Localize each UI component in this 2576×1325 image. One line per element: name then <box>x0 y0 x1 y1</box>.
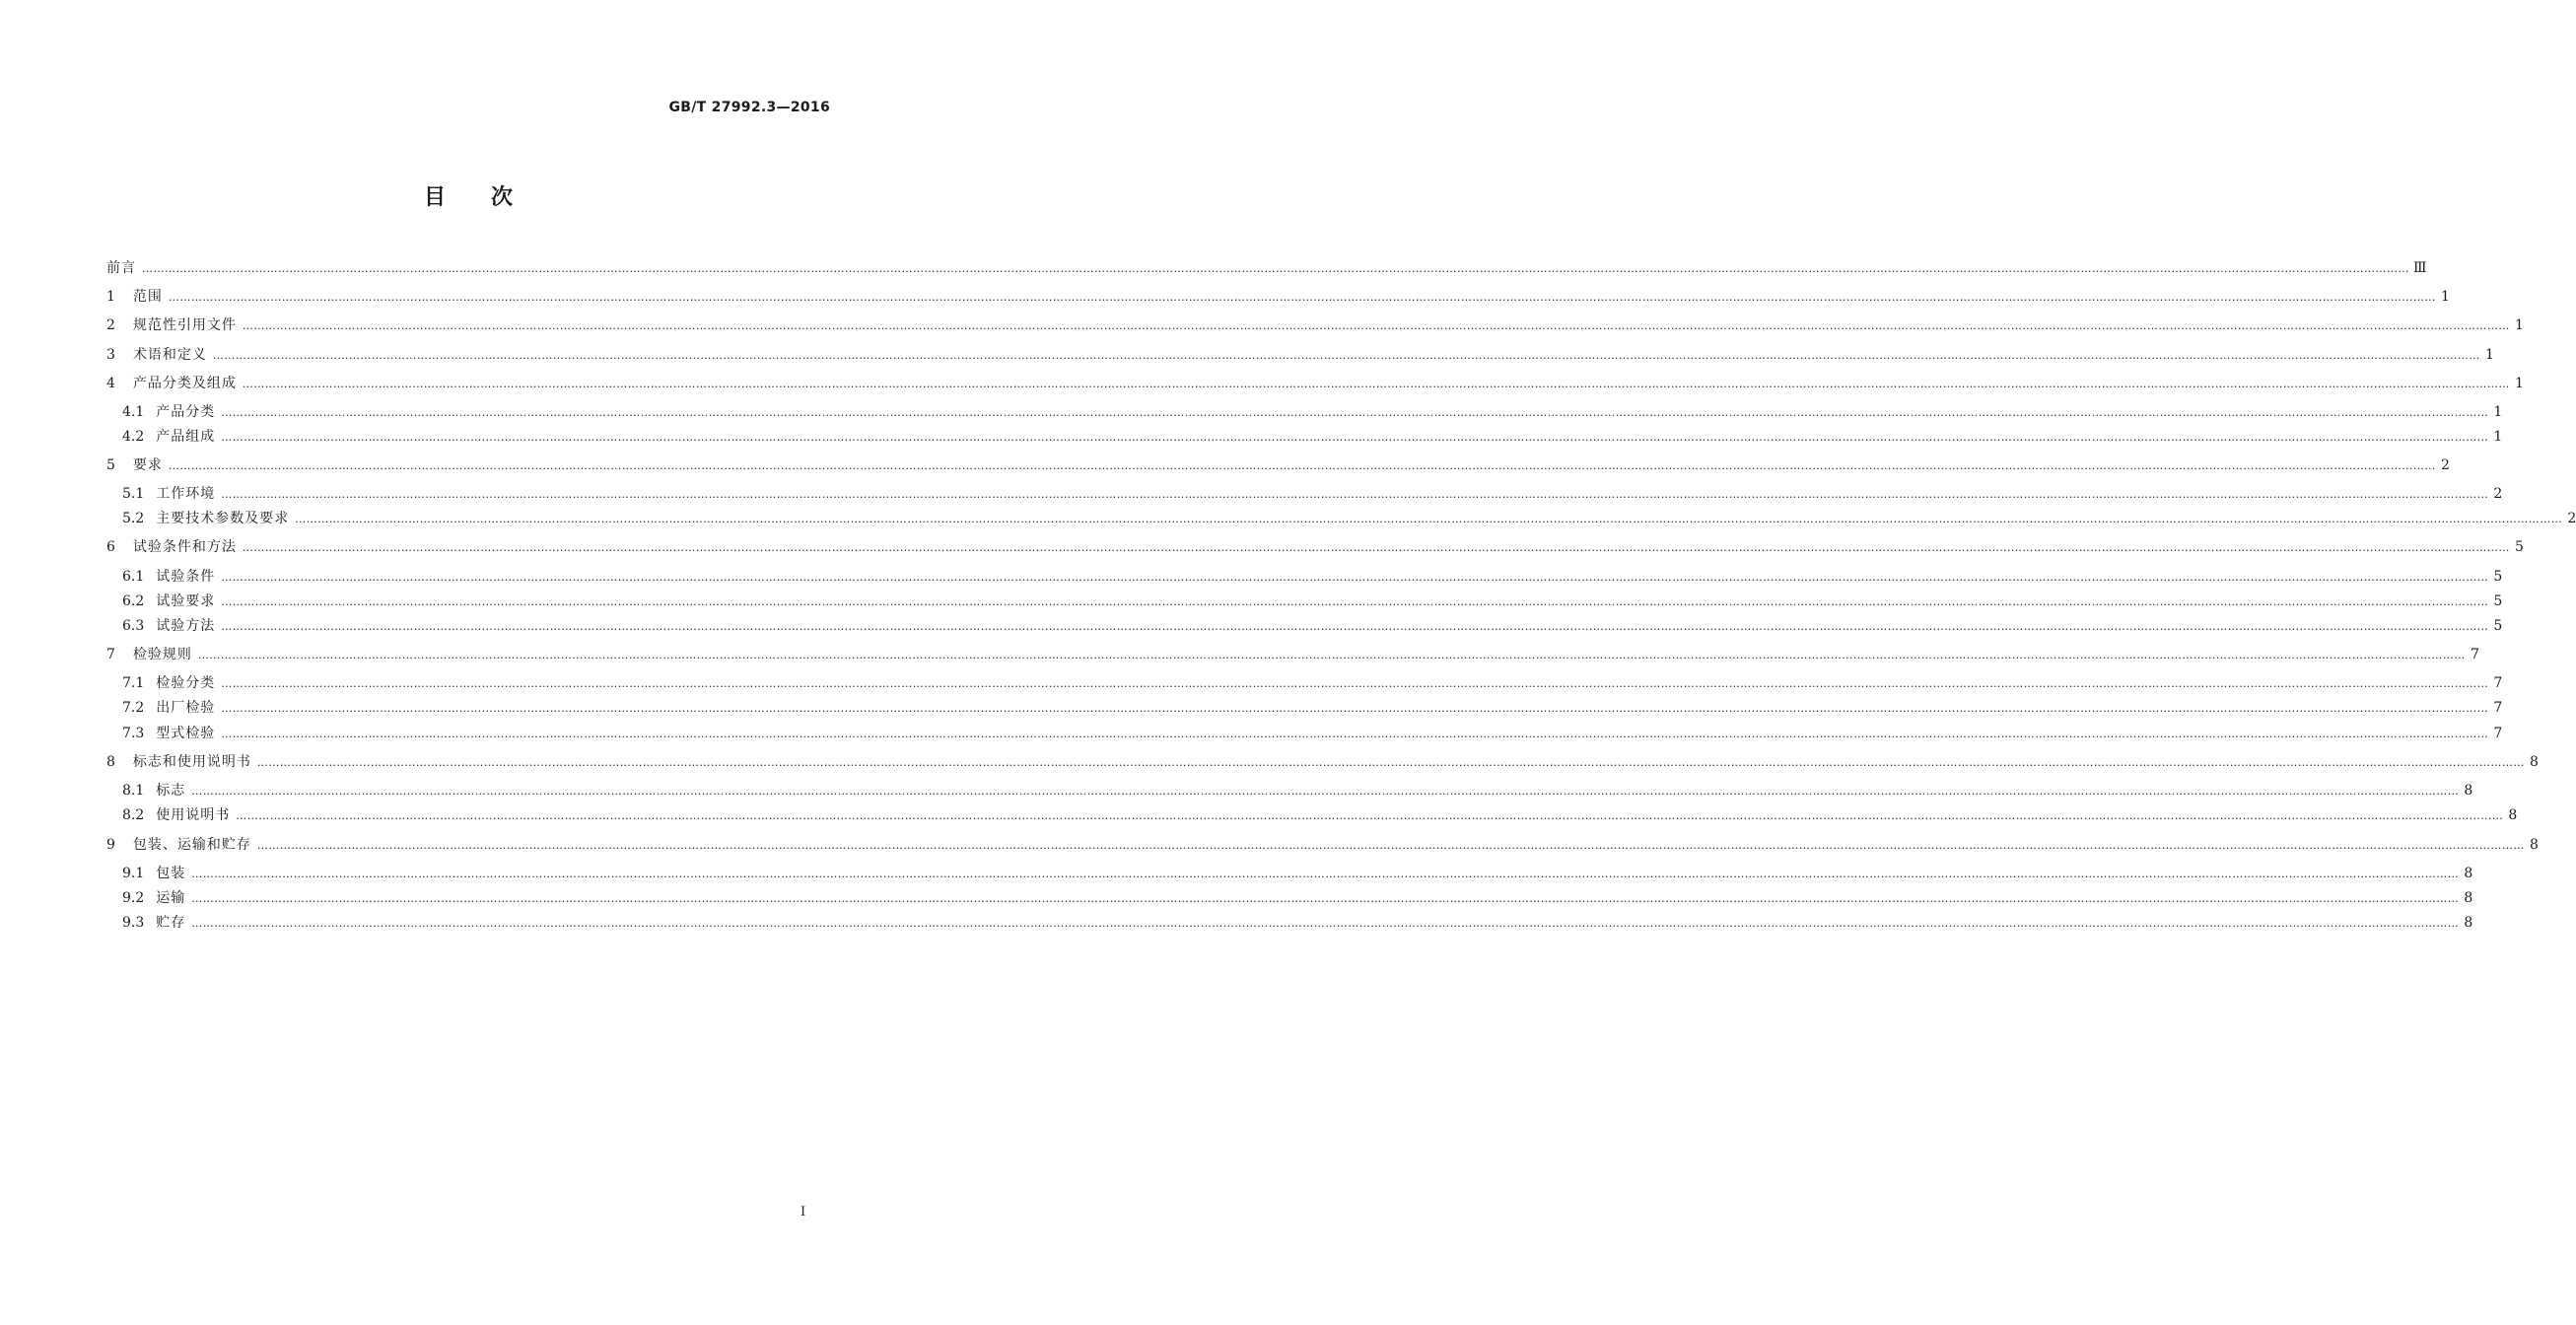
toc-entry-label: 产品分类 <box>156 404 216 420</box>
toc-entry[interactable] <box>106 588 2503 611</box>
toc-entry[interactable] <box>106 669 2503 693</box>
toc-entry-number: 8.2 <box>122 807 145 823</box>
toc-entry-label: 范围 <box>132 289 163 305</box>
toc-entry[interactable] <box>106 748 2539 772</box>
toc-entry[interactable] <box>106 370 2524 393</box>
toc-entry[interactable] <box>106 398 2503 422</box>
toc-entry-number: 9.2 <box>122 890 145 906</box>
toc-entry[interactable] <box>106 563 2503 587</box>
toc-entry-page: 5 <box>2493 618 2503 634</box>
toc-entry-number: 3 <box>106 347 115 363</box>
toc-leader-dots: …………………………………………………………………………………………………………………………………………………………………………………………………………………………………………………………………………………………………………………………………………………………………………………………………………………………………………………………………………………………………………………………………………………… <box>256 839 2525 852</box>
toc-entry[interactable] <box>106 452 2450 475</box>
toc-entry-label: 规范性引用文件 <box>132 317 237 333</box>
toc-entry-label: 使用说明书 <box>156 807 231 823</box>
toc-leader-dots: …………………………………………………………………………………………………………………………………………………………………………………………………………………………………………………………………………………………………………………………………………………………………………………………………………………………………………………………………………………………………………………………………………………… <box>191 785 2460 798</box>
toc-entry-number: 6.1 <box>122 569 145 585</box>
toc-entry[interactable] <box>106 423 2503 447</box>
toc-entry-number: 7.3 <box>122 726 145 741</box>
toc-leader-dots: …………………………………………………………………………………………………………………………………………………………………………………………………………………………………………………………………………………………………………………………………………………………………………………………………………………………………………………………………………………………………………………………………………………… <box>221 677 2489 690</box>
toc-leader-dots: …………………………………………………………………………………………………………………………………………………………………………………………………………………………………………………………………………………………………………………………………………………………………………………………………………………………………………………………………………………………………………………………………………………… <box>221 620 2489 633</box>
toc-entry-page: 7 <box>2493 726 2503 741</box>
toc-entry[interactable] <box>106 720 2503 743</box>
toc-entry-number: 5 <box>106 457 115 473</box>
toc-entry-label: 前言 <box>106 260 136 276</box>
toc-entry-number: 9 <box>106 837 115 853</box>
toc-entry-label: 运输 <box>156 890 186 906</box>
toc-entry-label: 包装 <box>156 866 186 881</box>
toc-entry-page: 8 <box>2464 890 2473 906</box>
toc-entry-page: 1 <box>2485 347 2494 363</box>
toc-entry[interactable] <box>106 777 2473 801</box>
toc-entry-page: 1 <box>2493 429 2503 445</box>
toc-entry-number: 8 <box>106 754 115 770</box>
toc-entry-page: 1 <box>2515 317 2524 333</box>
toc-leader-dots: …………………………………………………………………………………………………………………………………………………………………………………………………………………………………………………………………………………………………………………………………………………………………………………………………………………………………………………………………………………………………………………………………………………… <box>295 513 2563 525</box>
toc-entry-number: 9.1 <box>122 866 145 881</box>
toc-entry-page: 1 <box>2441 289 2450 305</box>
toc-leader-dots: …………………………………………………………………………………………………………………………………………………………………………………………………………………………………………………………………………………………………………………………………………………………………………………………………………………………………………………………………………………………………………………………………………………… <box>191 892 2460 905</box>
toc-leader-dots: …………………………………………………………………………………………………………………………………………………………………………………………………………………………………………………………………………………………………………………………………………………………………………………………………………………………………………………………………………………………………………………………………………………… <box>168 291 2436 304</box>
toc-entry-page: 8 <box>2464 915 2473 931</box>
toc-leader-dots: …………………………………………………………………………………………………………………………………………………………………………………………………………………………………………………………………………………………………………………………………………………………………………………………………………………………………………………………………………………………………………………………………………………… <box>221 488 2489 501</box>
toc-entry-number: 6.3 <box>122 618 145 634</box>
toc-entry-page: 2 <box>2493 486 2503 502</box>
toc-entry-label: 试验条件和方法 <box>132 539 237 555</box>
toc-entry-label: 术语和定义 <box>132 347 207 363</box>
toc-leader-dots: …………………………………………………………………………………………………………………………………………………………………………………………………………………………………………………………………………………………………………………………………………………………………………………………………………………………………………………………………………………………………………………………………………………… <box>242 378 2510 390</box>
toc-entry-page: Ⅲ <box>2413 260 2427 276</box>
page-title: 目次 <box>423 185 558 210</box>
toc-entry-label: 出厂检验 <box>156 700 216 716</box>
toc-entry-number: 7.2 <box>122 700 145 716</box>
toc-entry-label: 试验要求 <box>156 593 216 609</box>
toc-entry-label: 检验规则 <box>132 647 192 662</box>
toc-entry-label: 试验条件 <box>156 569 216 585</box>
toc-entry-page: 1 <box>2515 376 2524 391</box>
toc-entry-page: 8 <box>2530 754 2539 770</box>
toc-entry[interactable] <box>106 831 2539 855</box>
toc-entry[interactable] <box>106 641 2479 664</box>
toc-leader-dots: …………………………………………………………………………………………………………………………………………………………………………………………………………………………………………………………………………………………………………………………………………………………………………………………………………………………………………………………………………………………………………………………………………………… <box>221 406 2489 419</box>
toc-entry-number: 2 <box>106 317 115 333</box>
toc-entry[interactable] <box>106 480 2503 504</box>
toc-entry[interactable] <box>106 909 2473 933</box>
toc-entry-page: 8 <box>2508 807 2518 823</box>
toc-entry[interactable] <box>106 254 2427 278</box>
toc-entry-page: 8 <box>2464 783 2473 799</box>
toc-entry-number: 9.3 <box>122 915 145 931</box>
toc-entry-page: 2 <box>2567 511 2576 526</box>
toc-entry-label: 工作环境 <box>156 486 216 502</box>
toc-entry-page: 7 <box>2493 675 2503 691</box>
toc-entry-page: 5 <box>2493 569 2503 585</box>
toc-entry-page: 5 <box>2493 593 2503 609</box>
toc-leader-dots: …………………………………………………………………………………………………………………………………………………………………………………………………………………………………………………………………………………………………………………………………………………………………………………………………………………………………………………………………………………………………………………………………………………… <box>168 459 2436 472</box>
toc-entry[interactable] <box>106 884 2473 908</box>
toc-entry-page: 1 <box>2493 404 2503 420</box>
toc-entry-number: 5.1 <box>122 486 145 502</box>
toc-leader-dots: …………………………………………………………………………………………………………………………………………………………………………………………………………………………………………………………………………………………………………………………………………………………………………………………………………………………………………………………………………………………………………………………………………………… <box>197 649 2466 662</box>
toc-leader-dots: …………………………………………………………………………………………………………………………………………………………………………………………………………………………………………………………………………………………………………………………………………………………………………………………………………………………………………………………………………………………………………………………………………………… <box>236 809 2504 822</box>
toc-entry-number: 6.2 <box>122 593 145 609</box>
toc-entry-label: 产品组成 <box>156 429 216 445</box>
toc-entry[interactable] <box>106 860 2473 883</box>
toc-entry-page: 5 <box>2515 539 2524 555</box>
toc-leader-dots: …………………………………………………………………………………………………………………………………………………………………………………………………………………………………………………………………………………………………………………………………………………………………………………………………………………………………………………………………………………………………………………………………………………… <box>221 728 2489 740</box>
toc-entry-page: 7 <box>2471 647 2479 662</box>
toc-entry[interactable] <box>106 505 2576 528</box>
toc-entry-label: 试验方法 <box>156 618 216 634</box>
toc-entry-label: 要求 <box>132 457 163 473</box>
toc-entry-label: 主要技术参数及要求 <box>156 511 290 526</box>
toc-leader-dots: …………………………………………………………………………………………………………………………………………………………………………………………………………………………………………………………………………………………………………………………………………………………………………………………………………………………………………………………………………………………………………………………………………………… <box>221 702 2489 715</box>
toc-entry-label: 贮存 <box>156 915 186 931</box>
toc-entry-number: 8.1 <box>122 783 145 799</box>
toc-leader-dots: …………………………………………………………………………………………………………………………………………………………………………………………………………………………………………………………………………………………………………………………………………………………………………………………………………………………………………………………………………………………………………………………………………………… <box>242 541 2510 554</box>
toc-leader-dots: …………………………………………………………………………………………………………………………………………………………………………………………………………………………………………………………………………………………………………………………………………………………………………………………………………………………………………………………………………………………………………………………………………………… <box>142 262 2409 275</box>
toc-entry-number: 4 <box>106 376 115 391</box>
toc-entry[interactable] <box>106 341 2494 365</box>
toc-entry[interactable] <box>106 312 2524 335</box>
toc-entry-label: 型式检验 <box>156 726 216 741</box>
toc-entry-page: 8 <box>2530 837 2539 853</box>
standard-code: GB/T 27992.3—2016 <box>668 100 830 115</box>
toc-leader-dots: …………………………………………………………………………………………………………………………………………………………………………………………………………………………………………………………………………………………………………………………………………………………………………………………………………………………………………………………………………………………………………………………………………………… <box>221 595 2489 608</box>
toc-leader-dots: …………………………………………………………………………………………………………………………………………………………………………………………………………………………………………………………………………………………………………………………………………………………………………………………………………………………………………………………………………………………………………………………………………………… <box>191 868 2460 880</box>
toc-entry-number: 5.2 <box>122 511 145 526</box>
toc-entry[interactable] <box>106 802 2518 825</box>
toc-entry-page: 2 <box>2441 457 2450 473</box>
toc-entry-label: 包装、运输和贮存 <box>132 837 251 853</box>
toc-entry[interactable] <box>106 694 2503 718</box>
toc-leader-dots: …………………………………………………………………………………………………………………………………………………………………………………………………………………………………………………………………………………………………………………………………………………………………………………………………………………………………………………………………………………………………………………………………………………… <box>212 349 2480 362</box>
toc-entry-label: 标志和使用说明书 <box>132 754 251 770</box>
toc-entry[interactable] <box>106 283 2450 307</box>
toc-leader-dots: …………………………………………………………………………………………………………………………………………………………………………………………………………………………………………………………………………………………………………………………………………………………………………………………………………………………………………………………………………………………………………………………………………………… <box>221 431 2489 444</box>
toc-entry-number: 7 <box>106 647 115 662</box>
toc-entry[interactable] <box>106 612 2503 636</box>
toc-leader-dots: …………………………………………………………………………………………………………………………………………………………………………………………………………………………………………………………………………………………………………………………………………………………………………………………………………………………………………………………………………………………………………………………………………………… <box>242 319 2510 332</box>
toc-leader-dots: …………………………………………………………………………………………………………………………………………………………………………………………………………………………………………………………………………………………………………………………………………………………………………………………………………………………………………………………………………………………………………………………………………………… <box>191 917 2460 930</box>
toc-entry[interactable] <box>106 533 2524 557</box>
toc-entry-number: 4.2 <box>122 429 145 445</box>
toc-entry-page: 8 <box>2464 866 2473 881</box>
toc-entry-label: 产品分类及组成 <box>132 376 237 391</box>
page-folio: Ⅰ <box>801 1205 806 1220</box>
toc-entry-page: 7 <box>2493 700 2503 716</box>
toc-entry-label: 检验分类 <box>156 675 216 691</box>
toc-leader-dots: …………………………………………………………………………………………………………………………………………………………………………………………………………………………………………………………………………………………………………………………………………………………………………………………………………………………………………………………………………………………………………………………………………………… <box>221 571 2489 584</box>
toc-leader-dots: …………………………………………………………………………………………………………………………………………………………………………………………………………………………………………………………………………………………………………………………………………………………………………………………………………………………………………………………………………………………………………………………………………………… <box>256 756 2525 769</box>
toc-entry-number: 1 <box>106 289 115 305</box>
toc-entry-label: 标志 <box>156 783 186 799</box>
toc-entry-number: 4.1 <box>122 404 145 420</box>
toc-entry-number: 6 <box>106 539 115 555</box>
toc-entry-number: 7.1 <box>122 675 145 691</box>
